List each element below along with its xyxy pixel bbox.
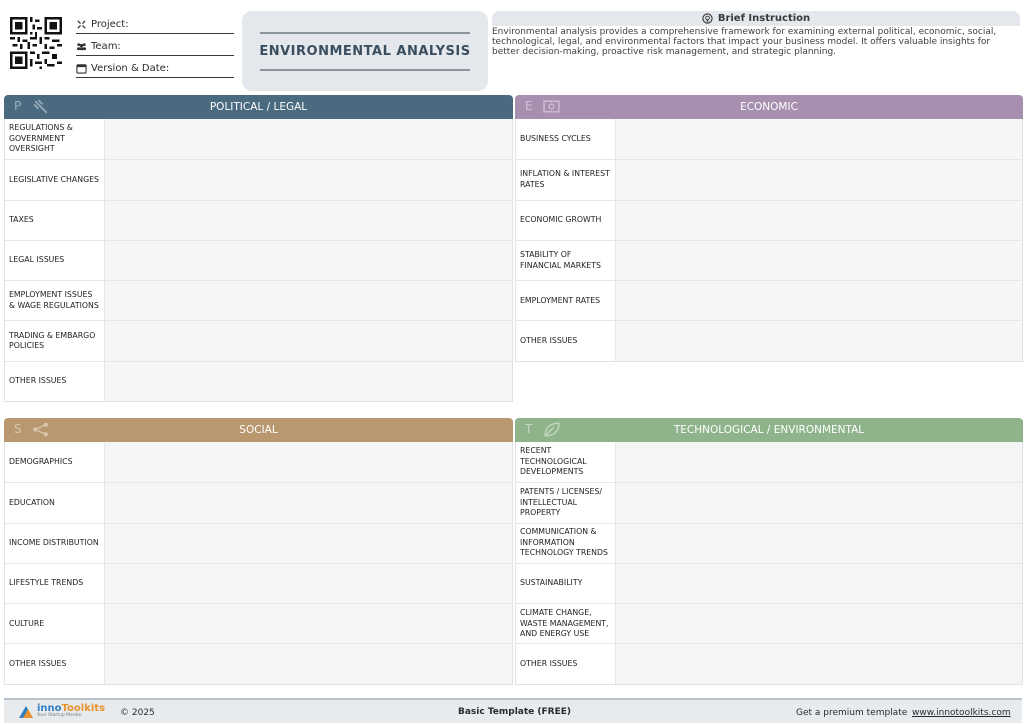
economic-row-label: EMPLOYMENT RATES xyxy=(516,281,616,320)
logo-mark-icon xyxy=(18,703,34,719)
social-input-cell[interactable] xyxy=(105,442,512,482)
technological-input-cell[interactable] xyxy=(616,564,1022,603)
technological-input-cell[interactable] xyxy=(616,604,1022,643)
economic-row-label: STABILITY OF FINANCIAL MARKETS xyxy=(516,241,616,280)
social-row-label: CULTURE xyxy=(5,604,105,643)
team-icon xyxy=(76,41,87,52)
social-letter: S xyxy=(14,422,22,436)
lightbulb-icon xyxy=(702,13,713,24)
political-row-label: TAXES xyxy=(5,201,105,240)
section-political xyxy=(4,95,513,402)
social-row xyxy=(5,442,512,482)
economic-row-label: INFLATION & INTEREST RATES xyxy=(516,160,616,199)
social-header xyxy=(4,418,513,442)
footer-cta: Get a premium template xyxy=(796,708,908,718)
technological-input-cell[interactable] xyxy=(616,644,1022,683)
political-row xyxy=(5,280,512,320)
social-row xyxy=(5,643,512,683)
economic-input-cell[interactable] xyxy=(616,241,1022,280)
economic-title: ECONOMIC xyxy=(740,101,798,113)
political-row-label: LEGAL ISSUES xyxy=(5,241,105,280)
political-input-cell[interactable] xyxy=(105,362,512,401)
technological-letter: T xyxy=(525,422,533,436)
political-input-cell[interactable] xyxy=(105,119,512,159)
economic-row xyxy=(516,280,1022,320)
instruction-text: Environmental analysis provides a comprehensive framework for examining external political, economic, social, technological, legal, and environmental factors that impact your business model. It offers valuable insights for better decision-making, proactive risk management, and strategic planning. xyxy=(492,27,997,57)
calendar-icon xyxy=(76,63,87,74)
political-row xyxy=(5,320,512,360)
political-row-label: EMPLOYMENT ISSUES & WAGE REGULATIONS xyxy=(5,281,105,320)
team-field[interactable] xyxy=(76,36,234,56)
economic-row xyxy=(516,320,1022,360)
technological-row-label: SUSTAINABILITY xyxy=(516,564,616,603)
technological-row-label: OTHER ISSUES xyxy=(516,644,616,683)
logo-main: inno xyxy=(37,703,62,714)
social-row-label: OTHER ISSUES xyxy=(5,644,105,683)
social-row-label: DEMOGRAPHICS xyxy=(5,442,105,482)
economic-input-cell[interactable] xyxy=(616,281,1022,320)
social-input-cell[interactable] xyxy=(105,604,512,643)
political-row xyxy=(5,361,512,401)
share-network-icon xyxy=(32,422,49,437)
footer-url-link[interactable]: www.innotoolkits.com xyxy=(912,708,1011,718)
political-row xyxy=(5,159,512,199)
technological-row xyxy=(516,442,1022,482)
technological-title: TECHNOLOGICAL / ENVIRONMENTAL xyxy=(673,424,865,436)
social-input-cell[interactable] xyxy=(105,644,512,683)
footer xyxy=(4,698,1022,723)
technological-row xyxy=(516,482,1022,522)
economic-row-label: OTHER ISSUES xyxy=(516,321,616,360)
economic-input-cell[interactable] xyxy=(616,160,1022,199)
social-title: SOCIAL xyxy=(239,424,278,436)
social-row-label: INCOME DISTRIBUTION xyxy=(5,524,105,563)
social-rows xyxy=(4,442,513,685)
economic-header xyxy=(515,95,1023,119)
political-row-label: OTHER ISSUES xyxy=(5,362,105,401)
version-date-field[interactable] xyxy=(76,58,234,78)
technological-input-cell[interactable] xyxy=(616,524,1022,563)
innotoolkits-logo[interactable] xyxy=(18,703,105,719)
economic-letter: E xyxy=(525,99,533,113)
political-header xyxy=(4,95,513,119)
title-rule-bottom xyxy=(260,69,470,71)
section-social xyxy=(4,418,513,685)
social-input-cell[interactable] xyxy=(105,483,512,522)
logo-accent: Toolkits xyxy=(61,703,106,714)
qr-code-image xyxy=(10,17,62,69)
technological-row-label: COMMUNICATION & INFORMATION TECHNOLOGY TRENDS xyxy=(516,524,616,563)
page-title: ENVIRONMENTAL ANALYSIS xyxy=(259,43,471,59)
political-input-cell[interactable] xyxy=(105,160,512,199)
political-row xyxy=(5,119,512,159)
economic-rows xyxy=(515,119,1023,362)
footer-center-text: Basic Template (FREE) xyxy=(458,707,572,717)
title-box xyxy=(242,11,488,91)
economic-row-label: BUSINESS CYCLES xyxy=(516,119,616,159)
political-row xyxy=(5,240,512,280)
title-rule-top xyxy=(260,32,470,34)
social-row-label: EDUCATION xyxy=(5,483,105,522)
technological-row xyxy=(516,563,1022,603)
technological-row-label: RECENT TECHNOLOGICAL DEVELOPMENTS xyxy=(516,442,616,482)
technological-row xyxy=(516,603,1022,643)
economic-row xyxy=(516,159,1022,199)
gavel-icon xyxy=(32,99,49,114)
project-field[interactable] xyxy=(76,14,234,34)
political-row-label: REGULATIONS & GOVERNMENT OVERSIGHT xyxy=(5,119,105,159)
political-input-cell[interactable] xyxy=(105,321,512,360)
economic-row-label: ECONOMIC GROWTH xyxy=(516,201,616,240)
technological-row xyxy=(516,523,1022,563)
economic-input-cell[interactable] xyxy=(616,201,1022,240)
social-row-label: LIFESTYLE TRENDS xyxy=(5,564,105,603)
political-row-label: TRADING & EMBARGO POLICIES xyxy=(5,321,105,360)
logo-tagline: Your Startup Mentor xyxy=(37,713,83,718)
project-icon xyxy=(76,19,87,30)
economic-row xyxy=(516,119,1022,159)
instruction-heading-text: Brief Instruction xyxy=(717,13,811,24)
economic-row xyxy=(516,200,1022,240)
social-input-cell[interactable] xyxy=(105,564,512,603)
political-letter: P xyxy=(14,99,22,113)
political-input-cell[interactable] xyxy=(105,281,512,320)
economic-input-cell[interactable] xyxy=(616,321,1022,360)
technological-input-cell[interactable] xyxy=(616,442,1022,482)
team-label: Team: xyxy=(91,41,121,52)
technological-row xyxy=(516,643,1022,683)
social-input-cell[interactable] xyxy=(105,524,512,563)
social-row xyxy=(5,603,512,643)
political-input-cell[interactable] xyxy=(105,241,512,280)
copyright: © 2025 xyxy=(120,708,155,718)
technological-rows xyxy=(515,442,1023,685)
instruction-heading xyxy=(492,11,1020,26)
social-row xyxy=(5,482,512,522)
technological-header xyxy=(515,418,1023,442)
social-row xyxy=(5,523,512,563)
economic-row xyxy=(516,240,1022,280)
political-row xyxy=(5,200,512,240)
technological-row-label: CLIMATE CHANGE, WASTE MANAGEMENT, AND ENERGY USE xyxy=(516,604,616,643)
section-economic xyxy=(515,95,1023,362)
leaf-icon xyxy=(543,422,560,437)
project-label: Project: xyxy=(91,19,129,30)
technological-input-cell[interactable] xyxy=(616,483,1022,522)
political-rows xyxy=(4,119,513,402)
social-row xyxy=(5,563,512,603)
section-technological xyxy=(515,418,1023,685)
version-date-label: Version & Date: xyxy=(91,63,170,74)
money-icon xyxy=(543,99,560,114)
political-title: POLITICAL / LEGAL xyxy=(209,101,308,113)
political-input-cell[interactable] xyxy=(105,201,512,240)
political-row-label: LEGISLATIVE CHANGES xyxy=(5,160,105,199)
technological-row-label: PATENTS / LICENSES/ INTELLECTUAL PROPERTY xyxy=(516,483,616,522)
economic-input-cell[interactable] xyxy=(616,119,1022,159)
